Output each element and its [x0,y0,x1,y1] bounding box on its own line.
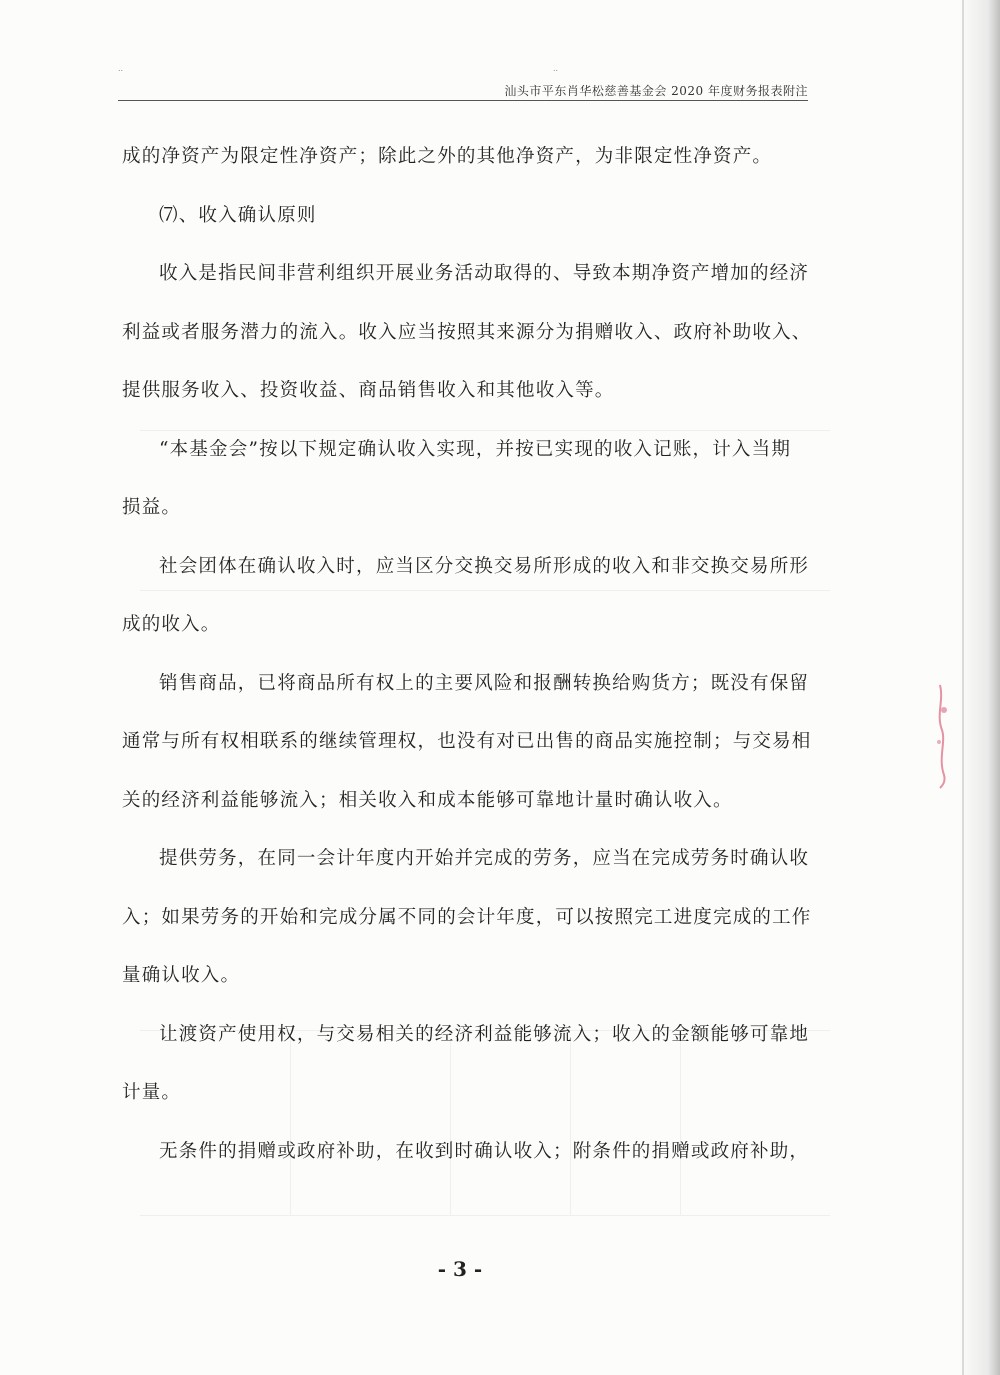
body-line: 成的收入。 [122,614,221,635]
bleed-through-rule [140,1215,830,1216]
body-line: 入；如果劳务的开始和完成分属不同的会计年度，可以按照完工进度完成的工作 [122,906,812,928]
body-line: 利益或者服务潜力的流入。收入应当按照其来源分为捐赠收入、政府补助收入、 [122,321,812,343]
section-heading: ⑺、收入确认原则 [159,204,317,226]
header-rule [118,100,808,101]
body-line: 提供服务收入、投资收益、商品销售收入和其他收入等。 [122,380,615,401]
body-line: 通常与所有权相联系的继续管理权，也没有对已出售的商品实施控制；与交易相 [122,731,812,752]
body-line: 成的净资产为限定性净资产；除此之外的其他净资产，为非限定性净资产。 [122,146,773,167]
running-header: 汕头市平东肖华松慈善基金会 2020 年度财务报表附注 [504,84,808,98]
body-line: 社会团体在确认收入时，应当区分交换交易所形成的收入和非交换交易所形 [159,555,810,577]
document-body [122,138,810,1191]
body-line: 无条件的捐赠或政府补助，在收到时确认收入；附条件的捐赠或政府补助， [159,1140,810,1162]
scan-mark: .. [553,64,559,73]
body-line: 销售商品，已将商品所有权上的主要风险和报酬转换给购货方；既没有保留 [159,672,810,694]
body-line: 损益。 [122,497,182,518]
body-line: “本基金会”按以下规定确认收入实现，并按已实现的收入记账，计入当期 [159,438,792,460]
scan-mark: .. [118,64,124,73]
page-number: - 3 - [437,1257,483,1281]
body-line: 提供劳务，在同一会计年度内开始并完成的劳务，应当在完成劳务时确认收 [159,848,810,869]
body-line: 计量。 [122,1082,182,1103]
body-line: 关的经济利益能够流入；相关收入和成本能够可靠地计量时确认收入。 [122,789,733,811]
red-seal-edge-mark [930,680,954,790]
body-line: 收入是指民间非营利组织开展业务活动取得的、导致本期净资产增加的经济 [159,263,810,284]
body-line: 量确认收入。 [122,965,241,986]
page-edge-shadow [960,0,1000,1375]
body-line: 让渡资产使用权，与交易相关的经济利益能够流入；收入的金额能够可靠地 [159,1023,810,1045]
